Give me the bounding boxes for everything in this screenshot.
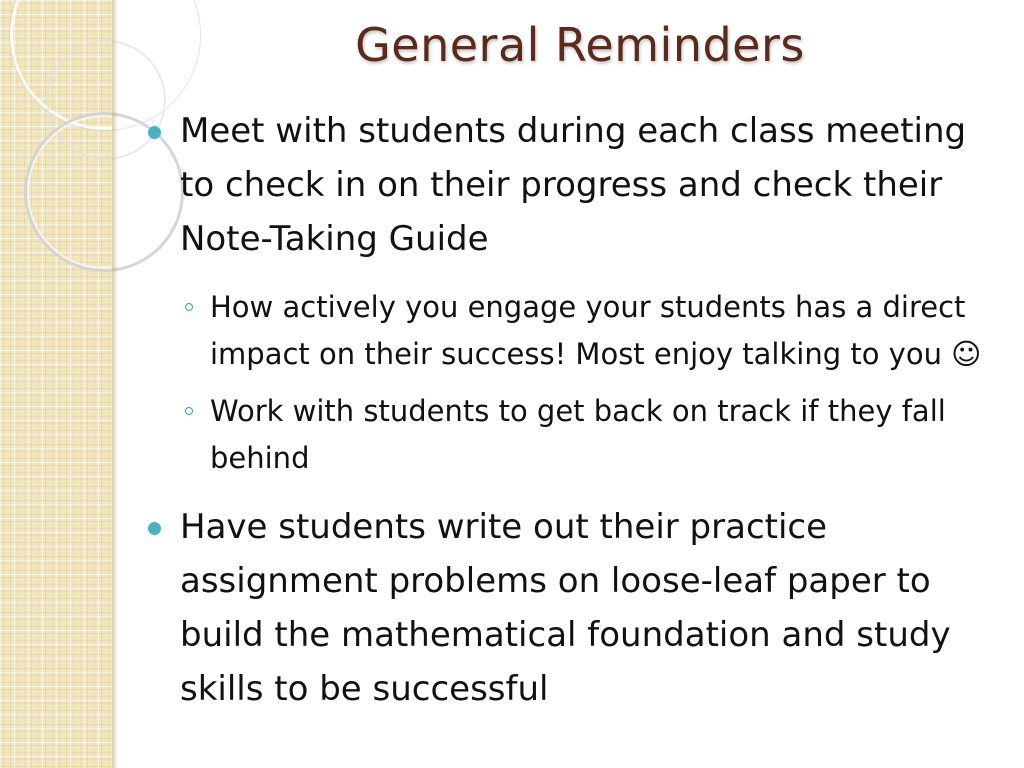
slide-body bbox=[140, 104, 1000, 734]
bullet-text: Meet with students during each class meeting to check in on their progress and check their Note-Taking Guide bbox=[180, 111, 967, 259]
bullet-item bbox=[140, 500, 1000, 716]
bullet-dot-icon bbox=[148, 522, 161, 535]
panel-divider bbox=[112, 0, 118, 768]
slide-title: General Reminders bbox=[355, 18, 805, 72]
sub-bullet-text: Work with students to get back on track if they fall behind bbox=[210, 394, 946, 475]
bullet-item bbox=[140, 104, 1000, 266]
bullet-text: Have students write out their practice assignment problems on loose-leaf paper to build the mathematical foundation and study skills to be successful bbox=[180, 507, 951, 709]
decorative-side-panel bbox=[0, 0, 112, 768]
sub-bullet-circle-icon bbox=[185, 407, 193, 415]
sub-bullet-item bbox=[140, 284, 1000, 378]
sub-bullet-text: How actively you engage your students has a direct impact on their success! Most enjoy talking to you ☺ bbox=[210, 290, 982, 371]
bullet-dot-icon bbox=[148, 126, 161, 139]
sub-bullet-circle-icon bbox=[185, 303, 193, 311]
sub-bullet-item bbox=[140, 388, 1000, 482]
